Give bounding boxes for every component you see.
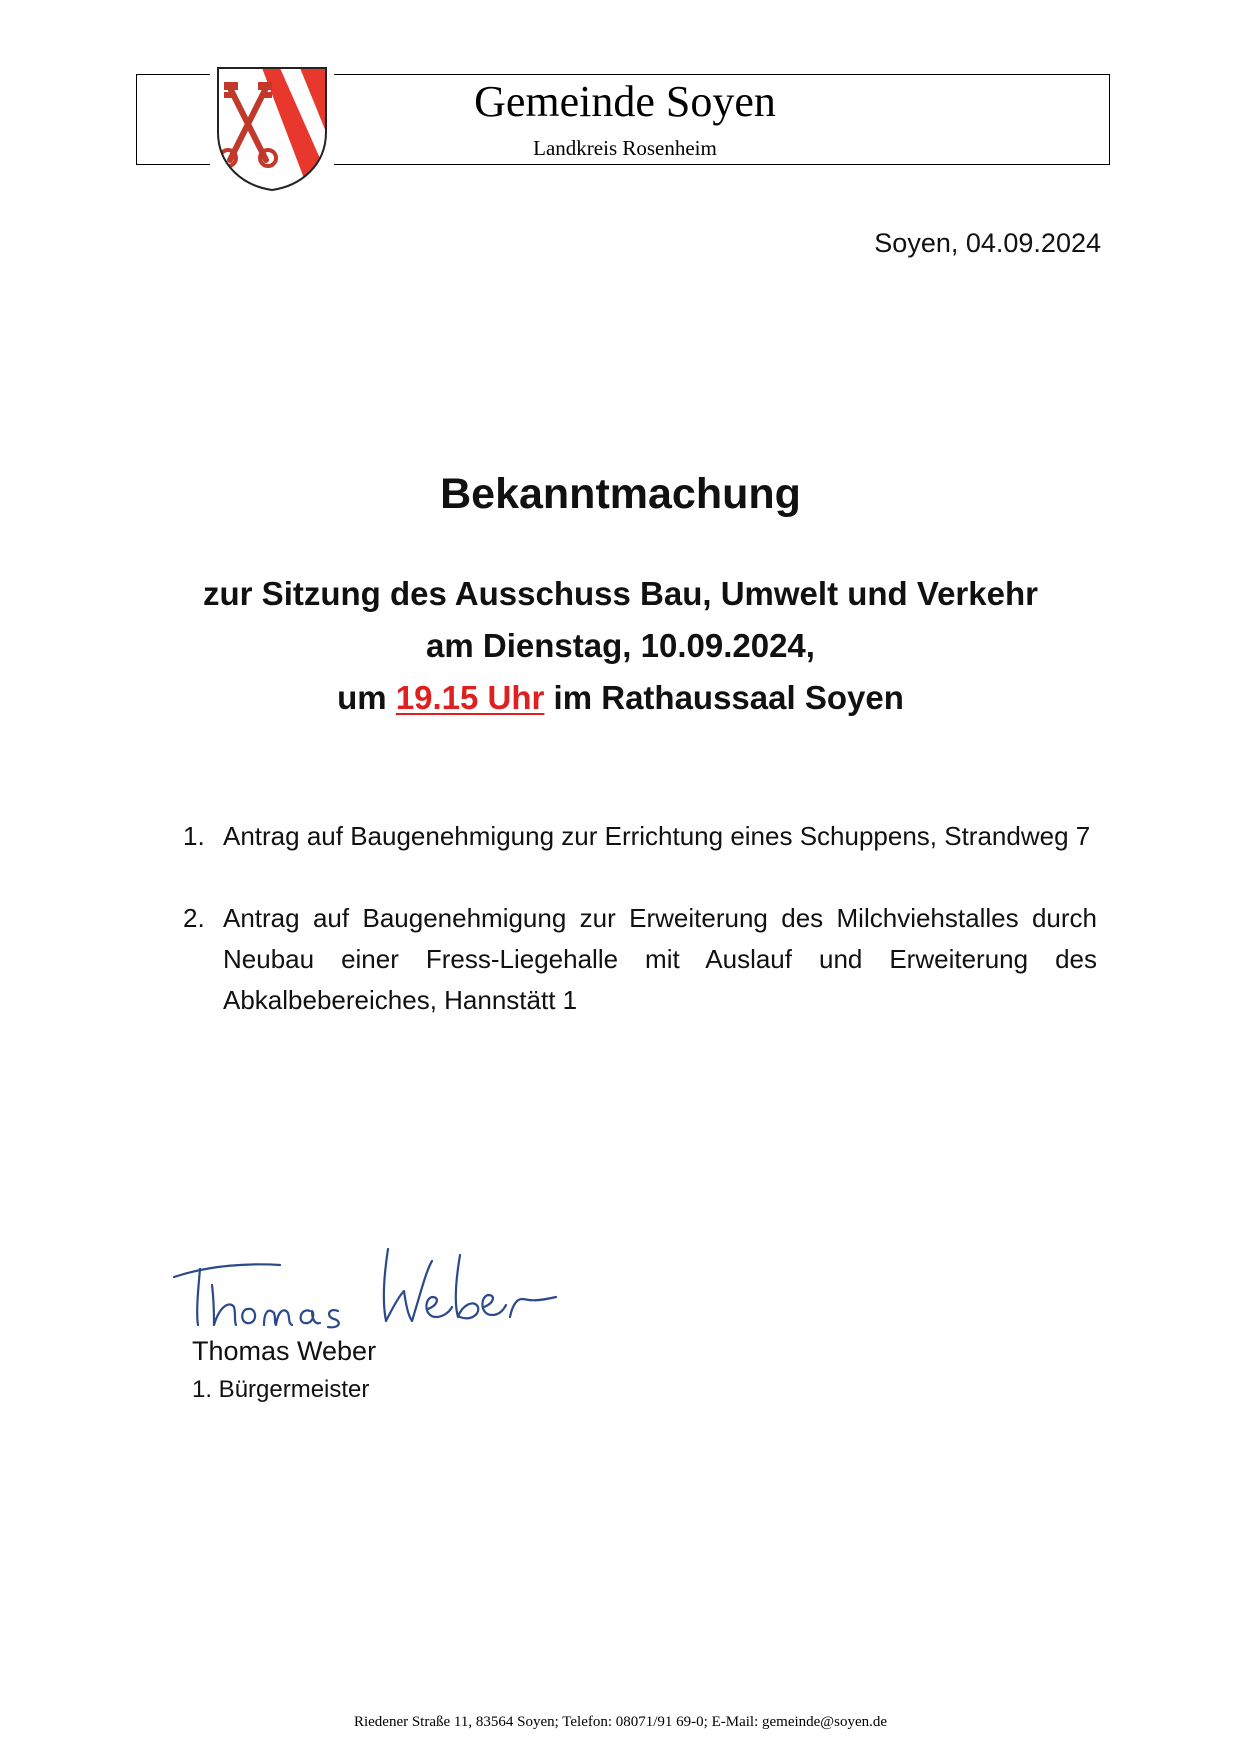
handwritten-signature <box>170 1235 560 1335</box>
agenda-item-number: 1. <box>183 821 205 851</box>
document-date: Soyen, 04.09.2024 <box>874 228 1101 258</box>
footer-contact: Riedener Straße 11, 83564 Soyen; Telefon: 08071/91 69-0; E-Mail: gemeinde@soyen.de <box>353 1714 888 1730</box>
meeting-details <box>0 568 1241 724</box>
meeting-date-line: am Dienstag, 10.09.2024, <box>426 627 815 664</box>
crest-shield-icon <box>210 62 334 194</box>
meeting-time-place-line <box>0 672 1241 724</box>
signer-name: Thomas Weber <box>192 1336 377 1366</box>
agenda-item-text: Antrag auf Baugenehmigung zur Erweiterung des Milchviehstalles durch Neubau einer Fress-Liegehalle mit Auslauf und Erweiterung des Abkalbebereiches, Hannstätt 1 <box>223 903 1097 1015</box>
agenda-item-number: 2. <box>183 903 205 933</box>
signer-role: 1. Bürgermeister <box>192 1376 370 1403</box>
municipality-title: Gemeinde Soyen <box>474 77 776 126</box>
meeting-time: 19.15 Uhr <box>395 679 545 716</box>
agenda-list <box>183 816 1097 1062</box>
page-title: Bekanntmachung <box>440 470 801 518</box>
list-item <box>183 816 1097 857</box>
meeting-place: im Rathaussaal Soyen <box>544 679 904 716</box>
district-subtitle: Landkreis Rosenheim <box>533 136 717 160</box>
signature-icon <box>170 1235 560 1335</box>
meeting-committee-line: zur Sitzung des Ausschuss Bau, Umwelt und Verkehr <box>203 575 1038 612</box>
municipal-coat-of-arms <box>210 62 334 194</box>
meeting-time-prefix: um <box>337 679 396 716</box>
agenda-item-text: Antrag auf Baugenehmigung zur Errichtung eines Schuppens, Strandweg 7 <box>223 821 1091 851</box>
list-item <box>183 898 1097 1021</box>
